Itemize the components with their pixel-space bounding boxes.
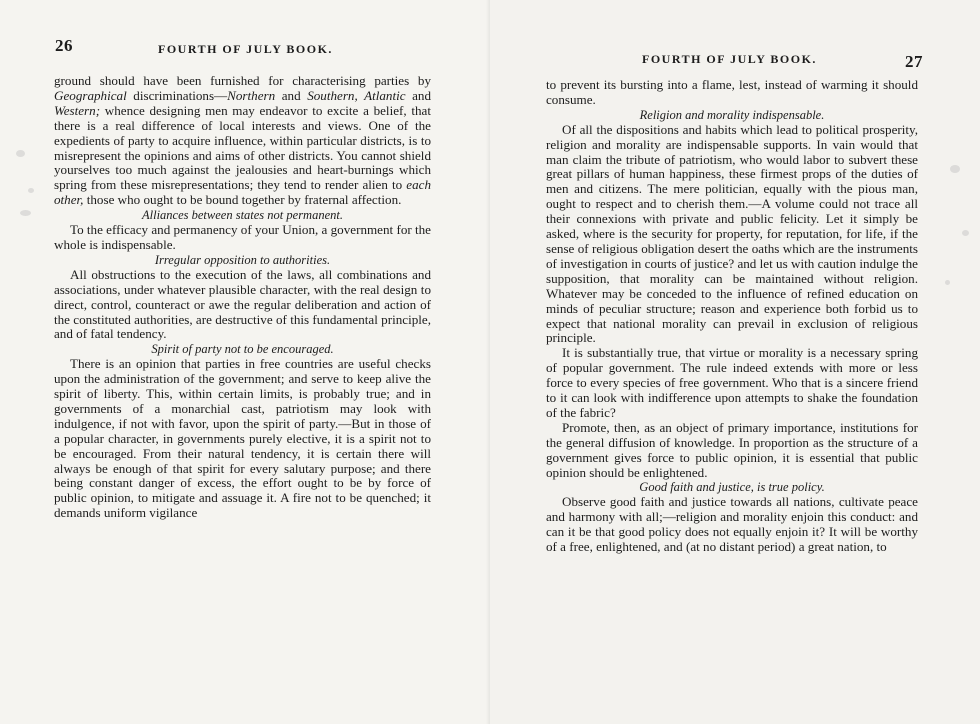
text-run: Promote, then, as an object of primary importance, institutions for the general diffusion of knowledge. In proportion as the structure of a government gives force to public opinion, it is essential that public opinion should be enlightened.: [546, 419, 918, 480]
text-run: to prevent its bursting into a flame, lest, instead of warming it should consume.: [546, 77, 918, 107]
left-text-column: [54, 74, 431, 521]
page-number-left: 26: [55, 36, 73, 55]
running-head-right: FOURTH OF JULY BOOK.: [642, 52, 817, 66]
section-heading: Spirit of party not to be encouraged.: [151, 342, 334, 357]
italic-run: each other,: [54, 177, 431, 208]
text-run: All obstructions to the execution of the laws, all combinations and associations, under whatever plausible character, with the real design to direct, control, counteract or awe the regular deliberation and action of the constituted authorities, are destructive of this fundamental principle, and of fatal tendency.: [54, 266, 431, 342]
text-run: those who ought to be bound together by fraternal affection.: [83, 192, 402, 208]
text-run: ground should have been furnished for characterising parties by: [54, 73, 431, 88]
page-number-right: 27: [905, 52, 923, 71]
text-run: and: [275, 87, 308, 103]
body-paragraph: [54, 357, 431, 521]
section-heading: Good faith and justice, is true policy.: [639, 480, 825, 495]
text-run: discriminations—: [126, 87, 228, 103]
continued-paragraph: [54, 74, 431, 208]
section-heading: Religion and morality indispensable.: [639, 107, 825, 122]
italic-run: Northern: [227, 87, 276, 103]
running-head-left: FOURTH OF JULY BOOK.: [158, 42, 333, 56]
body-paragraph: [54, 268, 431, 343]
body-paragraph: [546, 421, 918, 481]
text-run: To the efficacy and permanency of your Union, a government for the whole is indispensable.: [54, 222, 431, 252]
body-paragraph: [546, 123, 918, 347]
body-paragraph: [546, 346, 918, 421]
text-run: There is an opinion that parties in free countries are useful checks upon the administration of the government; and serve to keep alive the spirit of liberty. This, within certain limits, is probably true; and in governments of a monarchial cast, patriotism may look with indulgence, if not with favor, upon the spirit of party.—But in those of a popular character, in governments purely elective, it is a spirit not to be encouraged. From their natural tendency, it is certain there will always be enough of that spirit for every salutary purpose; and there being constant danger of excess, the effort ought to be by force of public opinion, to mitigate and assuage it. A fire not to be quenched; it demands uniform vigilance: [54, 356, 431, 521]
italic-run: Southern, Atlantic: [307, 87, 406, 103]
text-run: and: [405, 87, 432, 103]
right-text-column: [546, 78, 918, 555]
body-paragraph: [54, 223, 431, 253]
text-run: It is substantially true, that virtue or morality is a necessary spring of popular government. The rule indeed extends with more or less force to every species of free government. Who that is a sincere friend to it can look with indifference upon attempts to shake the foundation of the fabric?: [546, 345, 918, 420]
section-heading: Alliances between states not permanent.: [141, 208, 343, 223]
text-run: whence designing men may endeavor to excite a belief, that there is a real difference of local interests and views. One of the expedients of party to acquire influence, within particular districts, is to misrepresent the opinions and aims of other districts. You cannot shield yourselves too much against the jealousies and heart-burnings which spring from these misrepresentations; they tend to render alien to: [54, 102, 431, 193]
section-heading: Irregular opposition to authorities.: [154, 252, 331, 267]
right-page: [490, 0, 980, 724]
body-paragraph: [546, 495, 918, 555]
italic-run: Western;: [54, 102, 101, 118]
text-run: Observe good faith and justice towards all nations, cultivate peace and harmony with all;—religion and morality enjoin this conduct: and can it be that good policy does not equally enjoin it? It will be worthy of a free, enlightened, and (at no distant period) a great nation, to: [546, 494, 918, 555]
continued-paragraph: [546, 78, 918, 108]
italic-run: Geographical: [54, 87, 127, 103]
text-run: Of all the dispositions and habits which lead to political prosperity, religion and morality are indispensable supports. In vain would that man claim the tribute of patriotism, who would labor to subvert these great pillars of human happiness, these firmest props of the duties of men and citizens. The mere politician, equally with the pious man, ought to respect and to cherish them.—A volume could not trace all their connexions with private and public felicity. Let it simply be asked, where is the security for property, for reputation, for life, if the sense of religious obligation desert the oaths which are the instruments of investigation in courts of justice? and let us with caution indulge the supposition, that morality can be maintained without religion. Whatever may be conceded to the influence of refined education on minds of peculiar structure; reason and experience both forbid us to expect that national morality can prevail in exclusion of religious principle.: [546, 121, 918, 346]
